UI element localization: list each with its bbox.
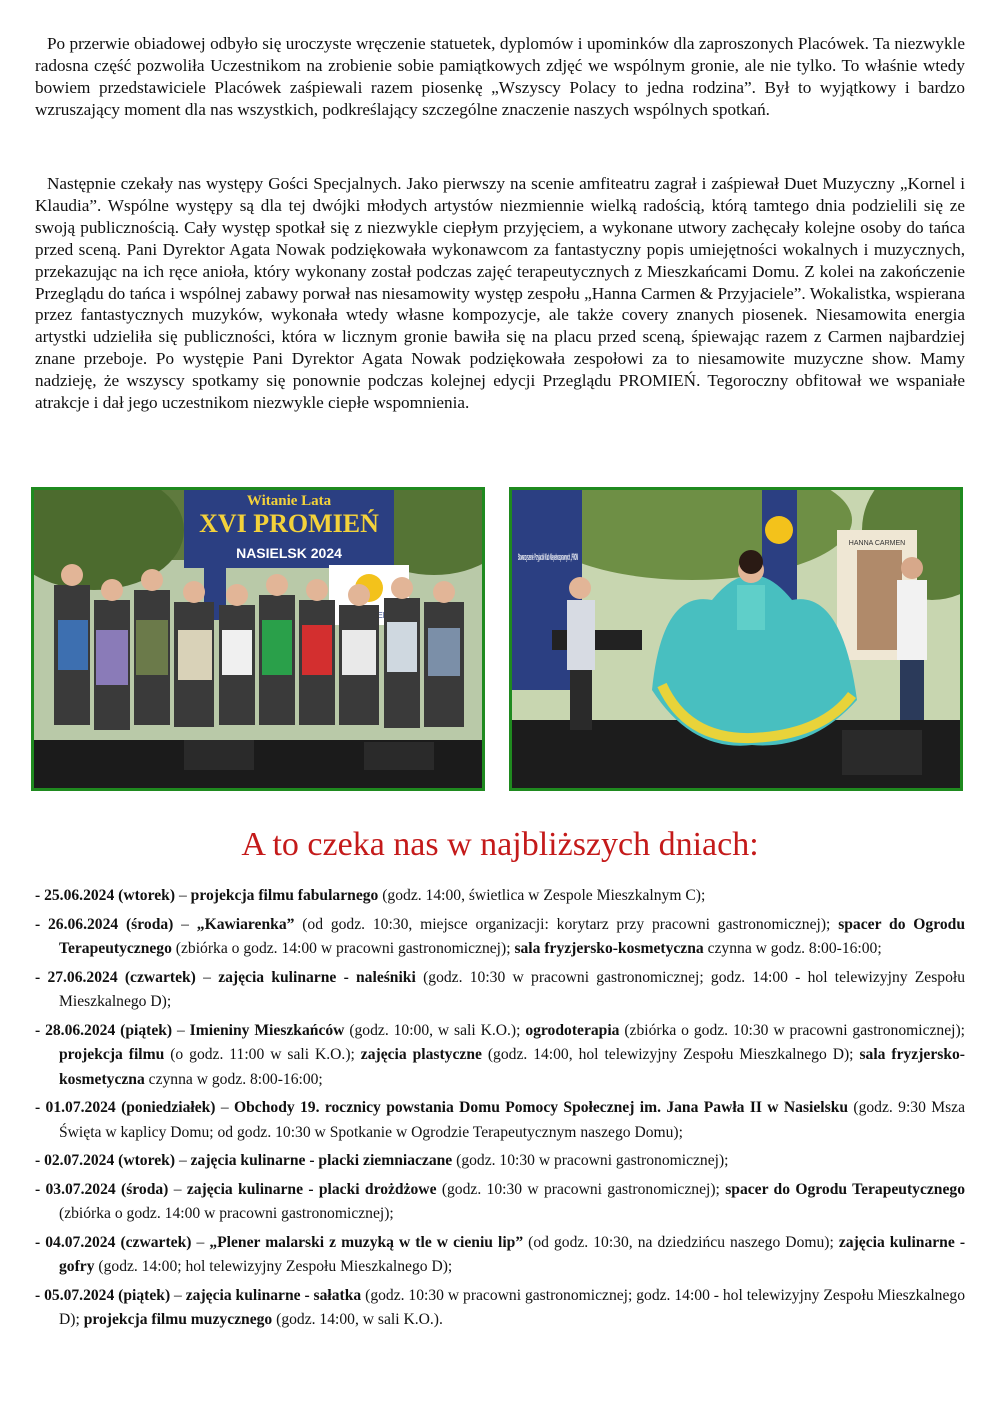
schedule-item (35, 1178, 965, 1227)
schedule-item (35, 1096, 965, 1145)
schedule-event-name: projekcja filmu fabularnego (190, 887, 379, 904)
schedule-event-detail: – (173, 915, 197, 933)
schedule-event-detail: – (172, 1021, 190, 1039)
schedule-event-detail: – (170, 1286, 186, 1304)
paragraph-performances: Następnie czekały nas występy Gości Specjalnych. Jako pierwszy na scenie amfiteatru zagrał i zaśpiewał Duet Muzyczny „Kornel i Klaudia”. Wspólne występy są dla tej dwójki młodych artystów niezmiennie wielką radością, którą tamtego dnia podzielili się ze swoją publicznością. Cały występ spotkał się z niezwykle ciepłym przyjęciem, a wykonane utwory zachęcały kolejne osoby do tańca przed sceną. Pani Dyrektor Agata Nowak podziękowała wykonawcom za fantastyczny popis umiejętności wokalnych i muzycznych, przekazując na ich ręce anioła, który wykonany został podczas zajęć terapeutycznych z Mieszkańcami Domu. Z kolei na zakończenie Przeglądu do tańca i wspólnej zabawy porwał nas niesamowity występ zespołu „Hanna Carmen & Przyjaciele”. Wokalistka, wspierana przez fantastycznych muzyków, wykonała wtedy własne kompozycje, ale także covery znanych piosenek. Niesamowita energia artystki udzieliła się publiczności, która w licznym gronie bawiła się na placu przed sceną, śpiewając razem z Carmen najbardziej znane przeboje. Po występie Pani Dyrektor Agata Nowak podziękowała zespołowi za to niesamowite muzyczne show. Mamy nadzieję, że wszyscy spotkamy się ponownie podczas kolejnej edycji Przeglądu PROMIEŃ. Tegoroczny obfitował we wspaniałe atrakcje i dał jego uczestnikom niezwykle ciepłe wspomnienia. (35, 174, 965, 413)
schedule-event-detail: (godz. 10:30 w pracowni gastronomicznej; godz. 14:00 - hol telewizyjny Zespołu Mieszkalnego D); (59, 968, 966, 1010)
schedule-date: - 03.07.2024 (środa) (35, 1180, 169, 1198)
schedule-event-name: sala fryzjersko-kosmetyczna (59, 1046, 965, 1088)
schedule-list (35, 884, 965, 1337)
schedule-date: - 04.07.2024 (czwartek) (35, 1233, 192, 1251)
schedule-event-detail: (godz. 10:30 w pracowni gastronomicznej; godz. 14:00 - hol telewizyjny Zespołu Mieszkalnego D); (59, 1286, 965, 1328)
schedule-date: - 25.06.2024 (wtorek) (35, 887, 176, 904)
schedule-event-detail: (zbiórka o godz. 10:30 w pracowni gastronomicznej); (619, 1021, 965, 1039)
schedule-item (35, 913, 965, 962)
schedule-event-name: projekcja filmu (59, 1046, 165, 1063)
schedule-event-name: zajęcia kulinarne - sałatka (185, 1286, 362, 1304)
schedule-event-name: zajęcia kulinarne - gofry (59, 1233, 966, 1275)
schedule-event-name: ogrodoterapia (525, 1021, 620, 1039)
schedule-event-detail: – (168, 1180, 187, 1198)
banner-line2: XVI PROMIEŃ (199, 509, 379, 538)
schedule-item (35, 1231, 965, 1280)
dancer-photo-illustration (512, 490, 960, 788)
schedule-event-name: „Kawiarenka” (196, 915, 295, 933)
schedule-event-name: zajęcia plastyczne (360, 1046, 482, 1063)
schedule-item (35, 884, 965, 909)
banner-line3: NASIELSK 2024 (236, 545, 342, 561)
photo-group-on-stage (31, 487, 485, 791)
schedule-event-detail: (godz. 10:30 w pracowni gastronomicznej); (436, 1180, 726, 1198)
schedule-event-detail: (od godz. 10:30, na dziedzińcu naszego Domu); (523, 1233, 839, 1251)
schedule-date: - 27.06.2024 (czwartek) (35, 968, 196, 986)
schedule-event-name: „Plener malarski z muzyką w tle w cieniu lip” (209, 1233, 524, 1251)
schedule-event-detail: – (191, 1233, 210, 1251)
stowarzyszenie-banner: Stowarzyszenie Przyjaciół Klub Niepełnosprawnych „PROM (518, 552, 578, 562)
schedule-event-detail: – (175, 1152, 191, 1169)
banner-line1: Witanie Lata (246, 493, 332, 509)
schedule-event-detail: (godz. 14:00, hol telewizyjny Zespołu Mieszkalnego D); (481, 1046, 860, 1063)
schedule-event-detail: (o godz. 11:00 w sali K.O.); (164, 1046, 361, 1063)
schedule-item (35, 1284, 965, 1333)
schedule-event-name: zajęcia kulinarne - placki drożdżowe (186, 1180, 437, 1198)
schedule-event-name: zajęcia kulinarne - naleśniki (218, 968, 416, 986)
schedule-event-detail: – (175, 887, 191, 904)
schedule-event-detail: (godz. 14:00, świetlica w Zespole Mieszkalnym C); (378, 887, 706, 904)
schedule-event-detail: (godz. 9:30 Msza Święta w kaplicy Domu; od godz. 10:30 w Spotkanie w Ogrodzie Terapeutycznym naszego Domu); (59, 1099, 965, 1141)
schedule-event-detail: – (195, 968, 219, 986)
schedule-date: - 05.07.2024 (piątek) (35, 1286, 171, 1304)
schedule-event-detail: (godz. 10:30 w pracowni gastronomicznej); (452, 1152, 729, 1169)
schedule-event-name: Imieniny Mieszkańców (189, 1021, 345, 1039)
schedule-date: - 02.07.2024 (wtorek) (35, 1152, 176, 1169)
schedule-event-name: projekcja filmu muzycznego (83, 1311, 273, 1328)
schedule-item (35, 1149, 965, 1174)
upcoming-events-heading: A to czeka nas w najbliższych dniach: (241, 826, 759, 863)
schedule-date: - 28.06.2024 (piątek) (35, 1021, 173, 1039)
schedule-event-name: sala fryzjersko-kosmetyczna (514, 940, 704, 957)
schedule-date: - 01.07.2024 (poniedziałek) (35, 1099, 216, 1116)
schedule-event-detail: (godz. 14:00; hol telewizyjny Zespołu Mieszkalnego D); (94, 1258, 453, 1275)
group-photo-illustration (34, 490, 482, 788)
schedule-event-name: zajęcia kulinarne - placki ziemniaczane (190, 1152, 453, 1169)
schedule-date: - 26.06.2024 (środa) (35, 915, 174, 933)
paragraph-awards: Po przerwie obiadowej odbyło się uroczyste wręczenie statuetek, dyplomów i upominków dla zaproszonych Placówek. Ta niezwykle radosna część pozwoliła Uczestnikom na zrobienie sobie pamiątkowych zdjęć we wspólnym gronie, ale nie tylko. To właśnie wtedy bowiem przedstawiciele Placówek zaśpiewali razem piosenkę „Wszyscy Polacy to jedna rodzina”. Był to wyjątkowy i bardzo wzruszający moment dla nas wszystkich, podkreślający szczególne znaczenie naszych wspólnych spotkań. (35, 34, 965, 119)
schedule-item (35, 966, 965, 1015)
schedule-event-detail: (godz. 10:00, w sali K.O.); (344, 1021, 526, 1039)
schedule-event-name: spacer do Ogrodu Terapeutycznego (59, 915, 966, 957)
schedule-event-detail: (od godz. 10:30, miejsce organizacji: korytarz przy pracowni gastronomicznej); (294, 915, 839, 933)
schedule-event-detail: – (215, 1099, 234, 1116)
schedule-event-detail: (zbiórka o godz. 14:00 w pracowni gastronomicznej); (171, 940, 515, 957)
schedule-event-detail: (godz. 14:00, w sali K.O.). (272, 1311, 443, 1328)
photo-dancer-performance (509, 487, 963, 791)
schedule-event-name: Obchody 19. rocznicy powstania Domu Pomocy Społecznej im. Jana Pawła II w Nasielsku (234, 1099, 849, 1116)
schedule-event-detail: czynna w godz. 8:00-16:00; (144, 1070, 323, 1088)
schedule-item (35, 1019, 965, 1093)
poster-text: HANNA CARMEN (848, 540, 906, 547)
schedule-event-detail: (zbiórka o godz. 14:00 w pracowni gastronomicznej); (59, 1205, 394, 1222)
schedule-event-name: spacer do Ogrodu Terapeutycznego (725, 1180, 965, 1198)
schedule-event-detail: czynna w godz. 8:00-16:00; (703, 940, 882, 957)
